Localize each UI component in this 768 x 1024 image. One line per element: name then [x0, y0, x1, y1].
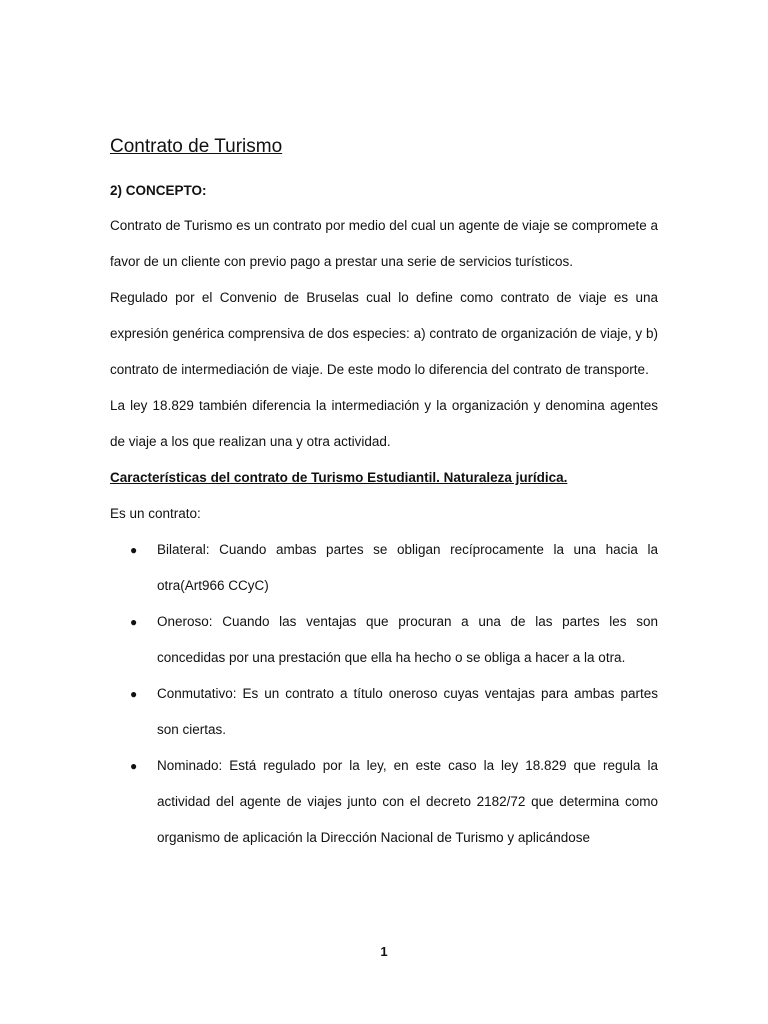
bullet-icon: ● [130, 759, 138, 773]
list-item-text: Oneroso: Cuando las ventajas que procuran a una de las partes les son concedidas por una prestación que ella ha hecho o se obliga a hacer a la otra. [157, 614, 658, 665]
list-item-text: Conmutativo: Es un contrato a título oneroso cuyas ventajas para ambas partes son ciertas. [157, 686, 658, 737]
bullet-icon: ● [130, 687, 138, 701]
list-item [110, 748, 658, 856]
bullet-icon: ● [130, 543, 138, 557]
page-number: 1 [380, 944, 388, 959]
list-item [110, 676, 658, 748]
list-item-text: Nominado: Está regulado por la ley, en este caso la ley 18.829 que regula la actividad del agente de viajes junto con el decreto 2182/72 que determina como organismo de aplicación la Dirección Nacional de Turismo y aplicándose [157, 758, 658, 845]
list-item-text: Bilateral: Cuando ambas partes se obligan recíprocamente la una hacia la otra(Art966 CCyC) [157, 542, 658, 593]
paragraph-convenio: Regulado por el Convenio de Bruselas cual lo define como contrato de viaje es una expresión genérica comprensiva de dos especies: a) contrato de organización de viaje, y b) contrato de intermediación de viaje. De este modo lo diferencia del contrato de transporte. [110, 290, 658, 377]
list-item [110, 604, 658, 676]
section-heading: 2) CONCEPTO: [110, 183, 207, 198]
bullet-icon: ● [130, 615, 138, 629]
list-intro: Es un contrato: [110, 506, 201, 521]
paragraph-definition: Contrato de Turismo es un contrato por medio del cual un agente de viaje se compromete a favor de un cliente con previo pago a prestar una serie de servicios turísticos. [110, 218, 658, 269]
list-item [110, 532, 658, 604]
characteristics-list [110, 532, 658, 856]
document-title: Contrato de Turismo [110, 136, 283, 157]
paragraph-ley: La ley 18.829 también diferencia la intermediación y la organización y denomina agentes de viaje a los que realizan una y otra actividad. [110, 398, 658, 449]
document-body [110, 133, 658, 856]
characteristics-subheading: Características del contrato de Turismo Estudiantil. Naturaleza jurídica. [110, 470, 568, 485]
